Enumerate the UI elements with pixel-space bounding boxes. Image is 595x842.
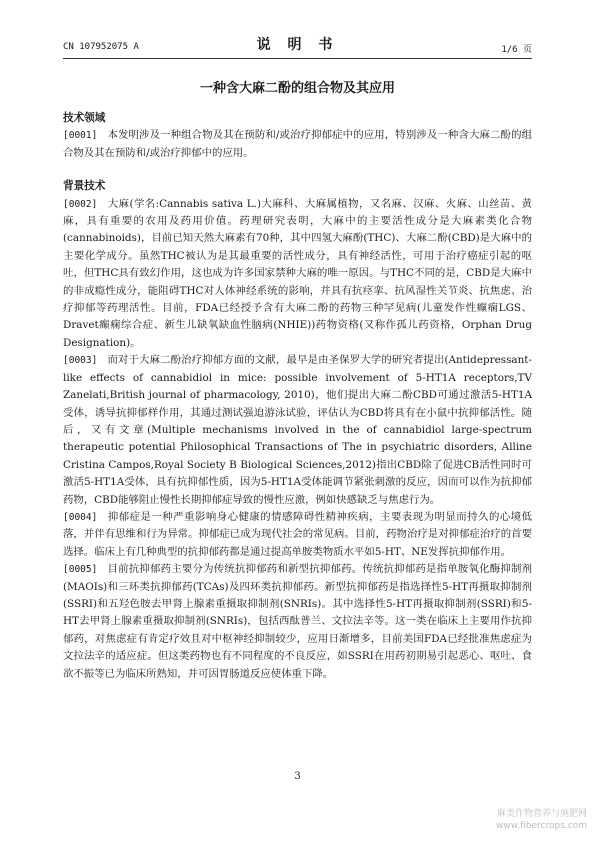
header-divider — [63, 58, 532, 59]
section-heading-field: 技术领域 — [63, 112, 106, 124]
paragraph-text: 本发明涉及一种组合物及其在预防和/或治疗抑郁症中的应用，特别涉及一种含大麻二酚的组合物及其在预防和/或治疗抑郁中的应用。 — [63, 129, 532, 159]
paragraph-text: 大麻(学名:Cannabis sativa L.)大麻科、大麻属植物，又名麻、汉麻、火麻、山丝苗、黄麻，具有重要的农用及药用价值。药理研究表明，大麻中的主要活性成分是大麻素类化合物(cannabinoids)，目前已知天然大麻素有70种，其中四氢大麻酚(THC)、大麻二酚(CBD)是大麻中的主要化学成分。虽然THC被认为是其最重要的活性成分，具有神经活性，可用于治疗癌症引起的呕吐，但THC具有致幻作用，这也成为许多国家禁种大麻的唯一原因。与THC不同的是，CBD是大麻中的非成瘾性成分，能阻碍THC对人体神经系统的影响，并具有抗痉挛、抗风湿性关节炎、抗焦虑、治疗抑郁等药理活性。目前，FDA已经授予含有大麻二酚的药物三种罕见病(儿童发作性癫痫LGS、Dravet癫痫综合症、新生儿缺氧缺血性脑病(NHIE))药物资格(又称作孤儿药资格，Orphan Drug Designation)。 — [63, 197, 532, 349]
document-type: 说 明 书 — [256, 37, 339, 53]
paragraph-0005 — [63, 561, 532, 683]
paragraph-text: 目前抗抑郁药主要分为传统抗抑郁药和新型抗抑郁药。传统抗抑郁药是指单胺氧化酶抑制剂(MAOIs)和三环类抗抑郁药(TCAs)及四环类抗抑郁药。新型抗抑郁药是指选择性5-HT再摄取抑制剂(SSRI)和五羟色胺去甲肾上腺素重摄取抑制剂(SNRIs)。其中选择性5-HT再摄取抑制剂(SSRI)和5-HT去甲肾上腺素重摄取抑制剂(SNRIs)，包括西酞普兰、文拉法辛等。这一类在临床上主要用作抗抑郁药，对焦虑症有肯定疗效且对中枢神经抑制较少，应用日渐增多，目前美国FDA已经批准焦虑症为文拉法辛的适应症。但这类药物也有不同程度的不良反应，如SSRI在用药初期易引起恶心、呕吐、食欲不振等已为临床所熟知，并可因胃肠道反应使体重下降。 — [63, 563, 532, 680]
page-header — [63, 37, 532, 56]
paragraph-number: [0002] — [63, 198, 98, 210]
paragraph-0003 — [63, 352, 532, 509]
watermark — [496, 808, 587, 832]
section-heading-background: 背景技术 — [63, 180, 106, 193]
watermark-site-name: 麻类作物营养与施肥网 — [496, 809, 587, 819]
paragraph-number: [0003] — [63, 355, 98, 367]
patent-number: CN 107952075 A — [63, 42, 139, 52]
paragraph-0002 — [63, 196, 532, 353]
document-body — [63, 110, 532, 683]
page-number: 3 — [294, 771, 301, 782]
document-title: 一种含大麻二酚的组合物及其应用 — [199, 81, 395, 96]
watermark-url: www.fibercrops.com — [496, 821, 587, 831]
paragraph-number: [0005] — [63, 564, 98, 576]
paragraph-number: [0001] — [63, 130, 98, 142]
paragraph-text: 而对于大麻二酚治疗抑郁方面的文献，最早是由圣保罗大学的研究者提出(Antidepressant-like effects of cannabidiol in mice: possible involvement of 5-HT1A receptors,TV Zanelati,British journal of pharmacology, 2010)，他们提出大麻二酚CBD可通过激活5-HT1A受体，诱导抗抑郁样作用，其通过测试强迫游泳试验，评估认为CBD将具有在小鼠中抗抑郁活性。随后，又有文章(Multiple mechanisms involved in the of cannabidiol large-spectrum therapeutic potential Philosophical Transactions of The in psychiatric disorders, Alline Cristina Campos,Royal Society B Biological Sciences,2012)指出CBD除了促进CB活性同时可激活5-HT1A受体，具有抗抑郁性质，因为5-HT1A受体能调节紧张刺激的反应，因而可以作为抗抑郁药物，CBD能够阻止慢性长期抑郁症导致的慢性应激，例如快感缺乏与焦虑行为。 — [63, 354, 532, 506]
paragraph-number: [0004] — [63, 511, 98, 523]
paragraph-0001 — [63, 127, 532, 162]
paragraph-text: 抑郁症是一种严重影响身心健康的情感障碍性精神疾病，主要表现为明显而持久的心境低落，并伴有思维和行为异常。抑郁症已成为现代社会的常见病。目前，药物治疗是对抑郁症治疗的首要选择。临床上有几种典型的抗抑郁药都是通过提高单胺类物质水平如5-HT、NE发挥抗抑郁作用。 — [63, 510, 532, 558]
paragraph-0004 — [63, 509, 532, 561]
page-indicator: 1/6 页 — [501, 45, 532, 55]
